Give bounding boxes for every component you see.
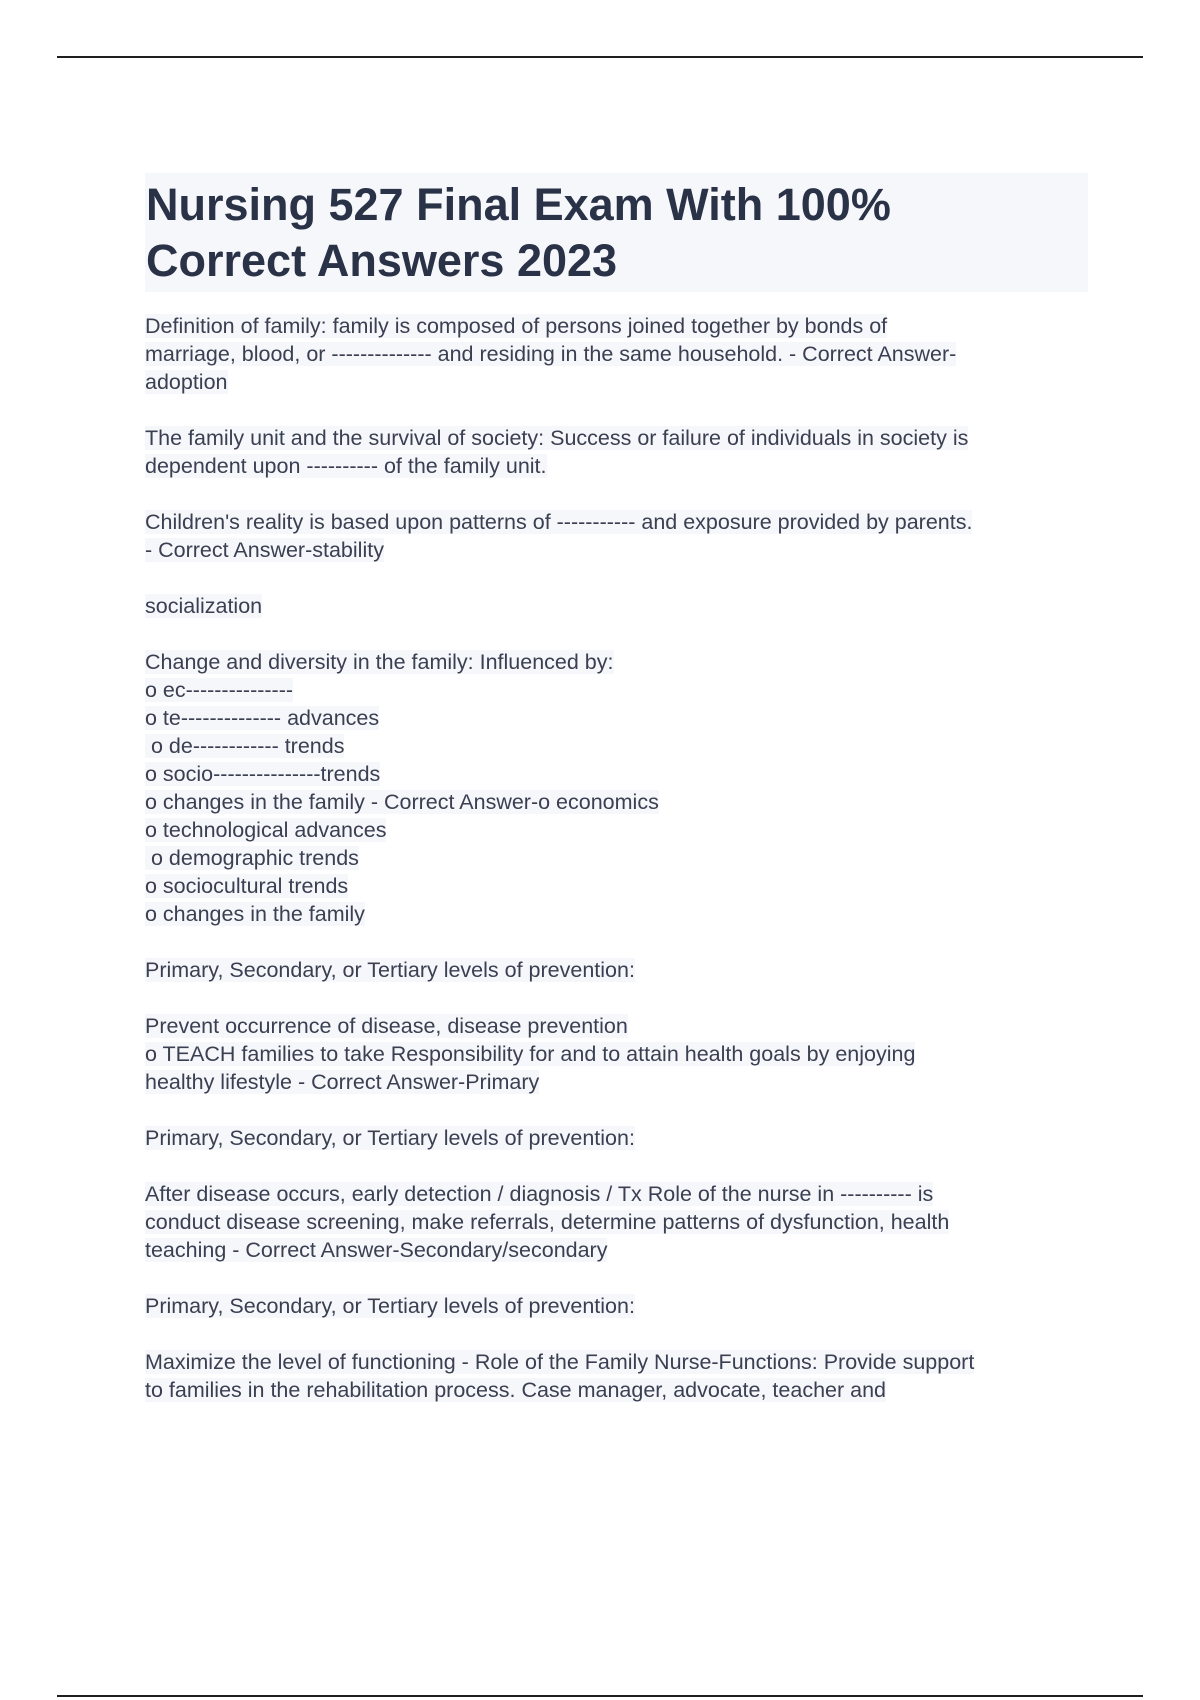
text-line: [145, 648, 1105, 676]
text-line-content: After disease occurs, early detection / diagnosis / Tx Role of the nurse in ---------- is: [145, 1182, 934, 1206]
text-line-content: o changes in the family: [145, 902, 365, 926]
text-line-content: socialization: [145, 594, 263, 618]
text-line: [145, 1012, 1105, 1040]
question-paragraph: [145, 1180, 1105, 1264]
text-line: [145, 1180, 1105, 1208]
text-line: [145, 1208, 1105, 1236]
text-line-content: o sociocultural trends: [145, 874, 349, 898]
text-line-content: Definition of family: family is composed of persons joined together by bonds of: [145, 314, 888, 338]
text-line: [145, 452, 1105, 480]
text-line: [145, 1068, 1105, 1096]
text-line-content: healthy lifestyle - Correct Answer-Primary: [145, 1070, 540, 1094]
text-line: [145, 760, 1105, 788]
text-line-content: Prevent occurrence of disease, disease prevention: [145, 1014, 628, 1038]
question-paragraph: [145, 648, 1105, 928]
text-line: [145, 900, 1105, 928]
question-paragraph: [145, 1012, 1105, 1096]
question-paragraph: [145, 1292, 1105, 1320]
text-line: [145, 872, 1105, 900]
text-line: [145, 732, 1105, 760]
text-line-content: o ec---------------: [145, 678, 294, 702]
text-line: [145, 1376, 1105, 1404]
text-line: [145, 704, 1105, 732]
question-paragraph: [145, 508, 1105, 564]
text-line: [145, 424, 1105, 452]
title-line-2: Correct Answers 2023: [146, 235, 618, 286]
text-line-content: o de------------ trends: [145, 734, 345, 758]
text-line-content: Primary, Secondary, or Tertiary levels of prevention:: [145, 1126, 635, 1150]
text-line: [145, 816, 1105, 844]
text-line: [145, 368, 1105, 396]
text-line-content: teaching - Correct Answer-Secondary/secondary: [145, 1238, 608, 1262]
text-line-content: The family unit and the survival of society: Success or failure of individuals in society is: [145, 426, 969, 450]
text-line-content: Children's reality is based upon patterns of ----------- and exposure provided by parents.: [145, 510, 973, 534]
top-rule: [57, 56, 1143, 58]
text-line-content: o demographic trends: [145, 846, 359, 870]
text-line: [145, 676, 1105, 704]
text-line-content: o TEACH families to take Responsibility for and to attain health goals by enjoying: [145, 1042, 916, 1066]
text-line-content: adoption: [145, 370, 228, 394]
title-block: [145, 173, 1088, 292]
question-paragraph: [145, 1124, 1105, 1152]
question-paragraph: [145, 424, 1105, 480]
text-line-content: o te-------------- advances: [145, 706, 380, 730]
text-line: [145, 536, 1105, 564]
text-line-content: o socio---------------trends: [145, 762, 381, 786]
text-line: [145, 1348, 1105, 1376]
text-line-content: o technological advances: [145, 818, 387, 842]
text-line-content: Maximize the level of functioning - Role of the Family Nurse-Functions: Provide support: [145, 1350, 975, 1374]
text-line-content: dependent upon ---------- of the family unit.: [145, 454, 547, 478]
text-line: [145, 1040, 1105, 1068]
text-line: [145, 592, 1105, 620]
text-line: [145, 312, 1105, 340]
text-line: [145, 340, 1105, 368]
text-line-content: o changes in the family - Correct Answer-o economics: [145, 790, 659, 814]
text-line-content: Change and diversity in the family: Influenced by:: [145, 650, 614, 674]
question-paragraph: [145, 1348, 1105, 1404]
question-paragraph: [145, 592, 1105, 620]
text-line: [145, 956, 1105, 984]
text-line-content: to families in the rehabilitation process. Case manager, advocate, teacher and: [145, 1378, 886, 1402]
text-line: [145, 844, 1105, 872]
title-line-1: Nursing 527 Final Exam With 100%: [146, 179, 891, 230]
document-body: [145, 312, 1105, 1432]
text-line: [145, 788, 1105, 816]
question-paragraph: [145, 956, 1105, 984]
text-line: [145, 1292, 1105, 1320]
bottom-rule: [57, 1695, 1143, 1697]
text-line-content: Primary, Secondary, or Tertiary levels of prevention:: [145, 1294, 635, 1318]
text-line: [145, 1124, 1105, 1152]
document-title: [145, 177, 1088, 289]
question-paragraph: [145, 312, 1105, 396]
text-line: [145, 1236, 1105, 1264]
text-line-content: Primary, Secondary, or Tertiary levels of prevention:: [145, 958, 635, 982]
text-line: [145, 508, 1105, 536]
text-line-content: marriage, blood, or -------------- and residing in the same household. - Correct Answer-: [145, 342, 957, 366]
text-line-content: conduct disease screening, make referrals, determine patterns of dysfunction, health: [145, 1210, 950, 1234]
text-line-content: - Correct Answer-stability: [145, 538, 384, 562]
